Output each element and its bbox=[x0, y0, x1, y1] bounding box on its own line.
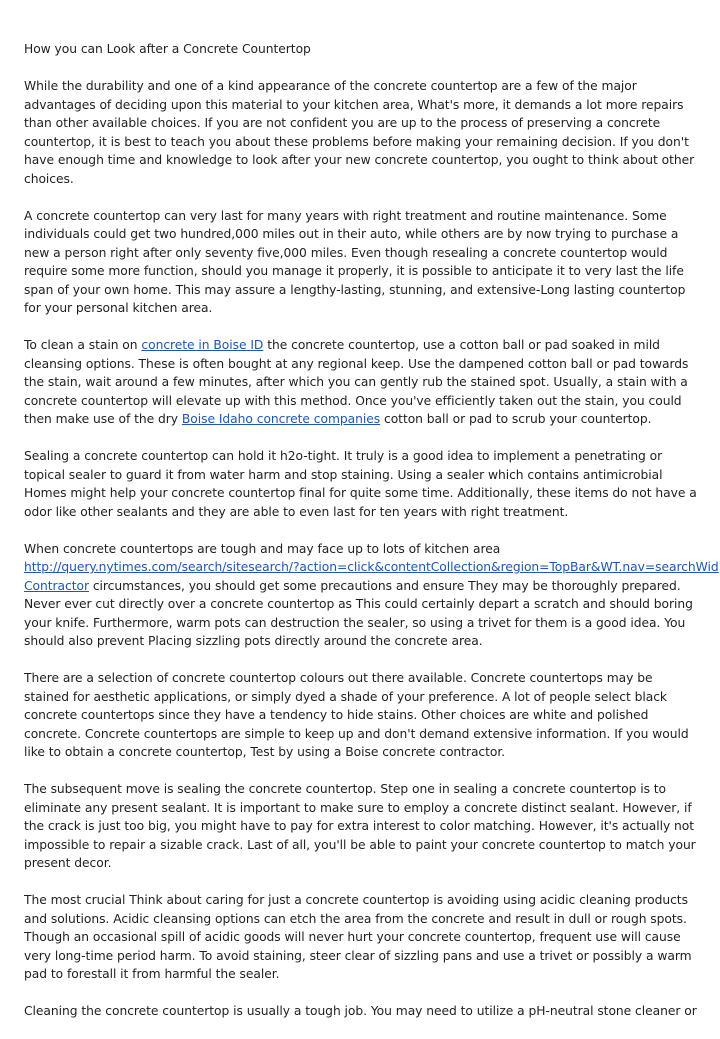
concrete-in-boise-link[interactable]: concrete in Boise ID bbox=[141, 338, 264, 352]
paragraph-text: the concrete countertop, use a cotton ball or pad soaked in mild cleansing options. These is often bought at any regional keep. Use the dampened cotton ball or pad towards the stain, wait around a few minutes, after which you can gently rub the stained spot. Usually, a stain with a concrete countertop will elevate up with this method. Once you've efficiently taken out the stain, you could then make use of the dry bbox=[24, 338, 689, 426]
paragraph-durability: While the durability and one of a kind appearance of the concrete countertop are a few of the major advantages of deciding upon this material to your kitchen area, What's more, it demands a lot more repairs than other available choices. If you are not confident you are up to the process of preserving a concrete countertop, it is best to teach you about these problems before making your remaining decision. If you don't have enough time and knowledge to look after your new concrete countertop, you ought to think about other choices. bbox=[24, 79, 695, 186]
paragraph-sealing-steps: The subsequent move is sealing the concrete countertop. Step one in sealing a concrete countertop is to eliminate any present sealant. It is important to make sure to employ a concrete distinct sealant. However, if the crack is just too big, you might have to pay for extra interest to color matching. However, it's actually not impossible to repair a sizable crack. Last of all, you'll be able to paint your concrete countertop to match your present decor. bbox=[24, 782, 696, 870]
paragraph-sealing: Sealing a concrete countertop can hold it h2o-tight. It truly is a good idea to implement a penetrating or topical sealer to guard it from water harm and stop staining. Using a sealer which contains antimicrobial Homes might help your concrete countertop final for quite some time. Additionally, these items do not have a odor like other sealants and they are able to even last for ten years with right treatment. bbox=[24, 449, 697, 519]
paragraph-text: cotton ball or pad to scrub your countertop. bbox=[380, 412, 652, 426]
document-page bbox=[24, 40, 719, 1039]
document-title: How you can Look after a Concrete Countertop bbox=[24, 42, 311, 56]
paragraph-text: To clean a stain on bbox=[24, 338, 142, 352]
paragraph-cleaning-stain bbox=[24, 336, 700, 429]
paragraph-colours: There are a selection of concrete countertop colours out there available. Concrete countertops may be stained for aesthetic applications, or simply dyed a shade of your preference. A lot of people select black concrete countertops since they have a tendency to hide stains. Other choices are white and polished concrete. Concrete countertops are simple to keep up and don't demand extensive information. If you would like to obtain a concrete countertop, Test by using a Boise concrete contractor. bbox=[24, 671, 689, 759]
paragraph-text: When concrete countertops are tough and may face up to lots of kitchen area bbox=[24, 541, 501, 556]
paragraph-maintenance: A concrete countertop can very last for many years with right treatment and routine maintenance. Some individuals could get two hundred,000 miles out in their auto, while others are by now trying to purchase a new a person right after only seventy five,000 miles. Even though resealing a concrete countertop would require some more function, should you manage it properly, it is possible to anticipate it to very last the life span of your own home. This may assure a lengthy-lasting, stunning, and extensive-Long lasting countertop for your personal kitchen area. bbox=[24, 208, 686, 315]
link-text-line2: Contractor bbox=[24, 578, 89, 593]
paragraph-cleaning: Cleaning the concrete countertop is usually a tough job. You may need to utilize a pH-neutral stone cleaner or bbox=[24, 1004, 697, 1018]
paragraph-precautions bbox=[24, 540, 719, 651]
paragraph-acidic-products: The most crucial Think about caring for just a concrete countertop is avoiding using acidic cleaning products and solutions. Acidic cleansing options can etch the area from the concrete and result in dull or rough spots. Though an occasional spill of acidic goods will never hurt your concrete countertop, frequent use will cause very long-time period harm. To avoid staining, steer clear of sizzling pans and use a trivet or possibly a warm pad to forestall it from harmful the sealer. bbox=[24, 893, 692, 981]
boise-concrete-companies-link[interactable]: Boise Idaho concrete companies bbox=[181, 412, 381, 426]
paragraph-text: circumstances, you should get some precautions and ensure They may be thoroughly prepared. Never ever cut directly over a concrete countertop as This could certainly depart a scratch and should boring your knife. Furthermore, warm pots can destruction the sealer, so using a trivet for them is a good idea. You should also prevent Placing sizzling pots directly around the concrete area. bbox=[24, 578, 693, 648]
link-text-line1: http://query.nytimes.com/search/sitesearch/?action=click&contentCollection&region=TopBar&WT.nav=searchWid bbox=[24, 560, 719, 574]
